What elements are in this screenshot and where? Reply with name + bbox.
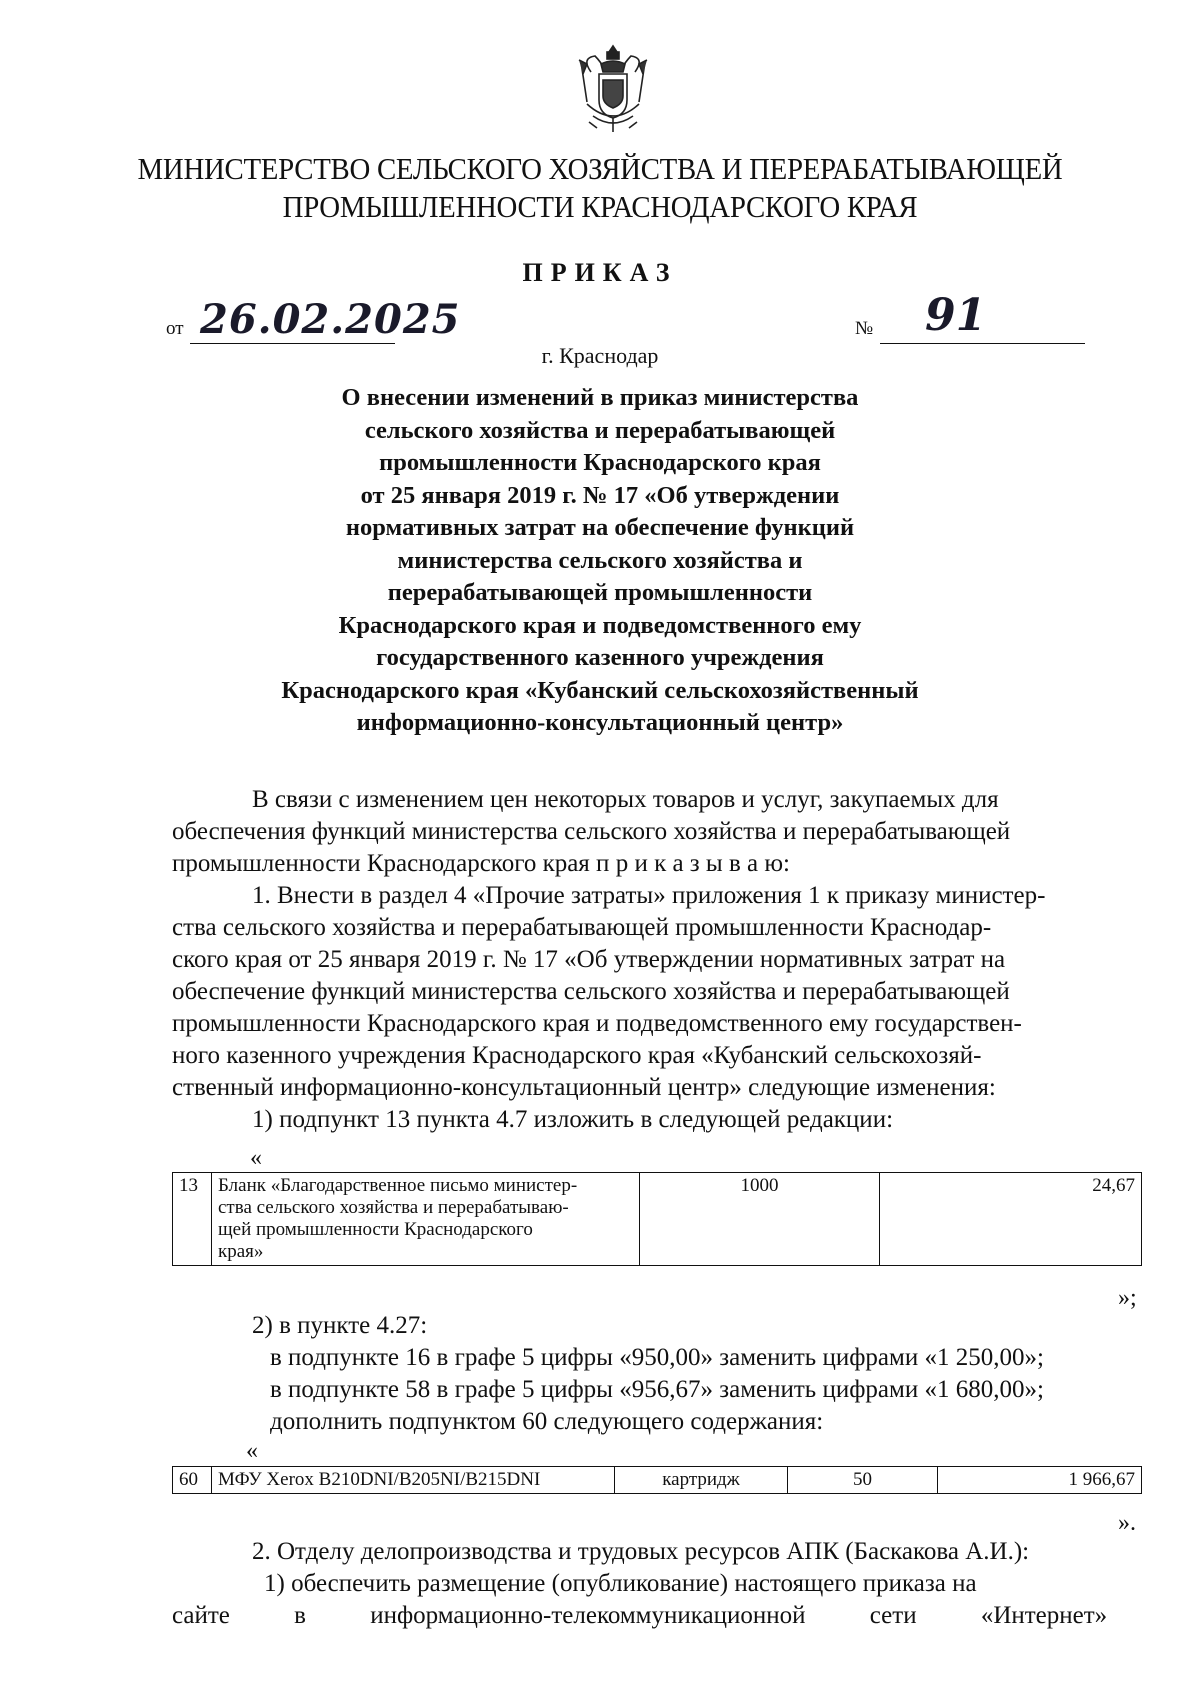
subject-line: нормативных затрат на обеспечение функций <box>345 514 855 541</box>
coat-of-arms-emblem <box>573 42 653 138</box>
body-line: ства сельского хозяйства и перерабатывающей промышленности Краснодар- <box>172 914 992 941</box>
cell-line: ства сельского хозяйства и перерабатываю- <box>218 1197 569 1218</box>
table-cell-quantity: 1000 <box>640 1173 880 1266</box>
body-line: В связи с изменением цен некоторых товаров и услуг, закупаемых для <box>252 786 999 813</box>
subject-line: перерабатывающей промышленности <box>387 579 813 606</box>
date-prefix: от <box>166 318 184 339</box>
ministry-line-2: ПРОМЫШЛЕННОСТИ КРАСНОДАРСКОГО КРАЯ <box>282 189 918 224</box>
quote-open: « <box>250 1145 262 1171</box>
cell-line: щей промышленности Краснодарского <box>218 1219 533 1240</box>
subject-line: государственного казенного учреждения <box>376 644 824 671</box>
subject-line: О внесении изменений в приказ министерства <box>341 384 859 411</box>
body-line: сайте в информационно-телекоммуникационной сети «Интернет» <box>172 1602 1108 1629</box>
body-intro <box>172 784 1156 1136</box>
table-item-13 <box>172 1172 1142 1266</box>
document-subject <box>0 382 1200 740</box>
body-line: дополнить подпунктом 60 следующего содержания: <box>270 1408 824 1435</box>
quote-close: ». <box>1118 1510 1136 1536</box>
subject-line: Краснодарского края «Кубанский сельскохозяйственный <box>281 676 919 704</box>
subject-line: министерства сельского хозяйства и <box>397 546 803 574</box>
document-type: ПРИКАЗ <box>522 258 678 287</box>
body-line: в подпункте 16 в графе 5 цифры «950,00» заменить цифрами «1 250,00»; <box>270 1344 1044 1371</box>
table-cell-name: МФУ Xerox B210DNI/B205NI/B215DNI <box>212 1467 615 1494</box>
body-line: обеспечения функций министерства сельского хозяйства и перерабатывающей <box>172 818 1011 845</box>
table-cell-num: 60 <box>173 1467 212 1494</box>
cell-line: Бланк «Благодарственное письмо министер- <box>218 1175 578 1196</box>
body-item1-sub2 <box>172 1310 1156 1438</box>
subject-line: информационно-консультационный центр» <box>356 709 844 736</box>
quote-close: »; <box>1118 1285 1137 1311</box>
table-item-60 <box>172 1466 1142 1494</box>
body-line: промышленности Краснодарского края п р и к а з ы в а ю: <box>172 850 791 877</box>
subject-line: промышленности Краснодарского края <box>379 449 821 476</box>
subject-line: сельского хозяйства и перерабатывающей <box>364 416 836 444</box>
table-row <box>173 1467 1142 1494</box>
quote-open: « <box>246 1438 258 1464</box>
body-line: 1. Внести в раздел 4 «Прочие затраты» приложения 1 к приказу министер- <box>252 882 1046 909</box>
table-cell-price: 1 966,67 <box>938 1467 1142 1494</box>
body-line: 2. Отделу делопроизводства и трудовых ресурсов АПК (Баскакова А.И.): <box>252 1538 1030 1565</box>
table-cell-price: 24,67 <box>880 1173 1142 1266</box>
table-cell-name <box>212 1173 640 1266</box>
body-line: 1) обеспечить размещение (опубликование) настоящего приказа на <box>264 1570 977 1597</box>
body-line: ного казенного учреждения Краснодарского края «Кубанский сельскохозяй- <box>172 1042 982 1069</box>
number-prefix: № <box>855 318 874 339</box>
table-cell-num: 13 <box>173 1173 212 1266</box>
body-line: в подпункте 58 в графе 5 цифры «956,67» заменить цифрами «1 680,00»; <box>270 1376 1044 1403</box>
table-row <box>173 1173 1142 1266</box>
city: г. Краснодар <box>541 343 659 368</box>
body-line: 1) подпункт 13 пункта 4.7 изложить в следующей редакции: <box>252 1106 894 1133</box>
subject-line: Краснодарского края и подведомственного ему <box>338 611 862 639</box>
body-line: 2) в пункте 4.27: <box>252 1312 428 1339</box>
ministry-line-1: МИНИСТЕРСТВО СЕЛЬСКОГО ХОЗЯЙСТВА И ПЕРЕРАБАТЫВАЮЩЕЙ <box>137 151 1063 186</box>
body-line: ственный информационно-консультационный центр» следующие изменения: <box>172 1074 996 1101</box>
handwritten-date: 26.02.2025 <box>200 296 461 343</box>
subject-line: от 25 января 2019 г. № 17 «Об утверждении <box>360 481 840 509</box>
handwritten-number: 91 <box>925 290 987 341</box>
body-line: ского края от 25 января 2019 г. № 17 «Об утверждении нормативных затрат на <box>172 946 1006 973</box>
cell-line: края» <box>218 1241 264 1262</box>
body-line: обеспечение функций министерства сельского хозяйства и перерабатывающей <box>172 978 1010 1005</box>
body-line: промышленности Краснодарского края и подведомственного ему государствен- <box>172 1010 1022 1037</box>
table-cell-quantity: 50 <box>788 1467 938 1494</box>
body-item2 <box>172 1536 1156 1632</box>
table-cell-unit: картридж <box>615 1467 788 1494</box>
ministry-name <box>42 150 1158 226</box>
